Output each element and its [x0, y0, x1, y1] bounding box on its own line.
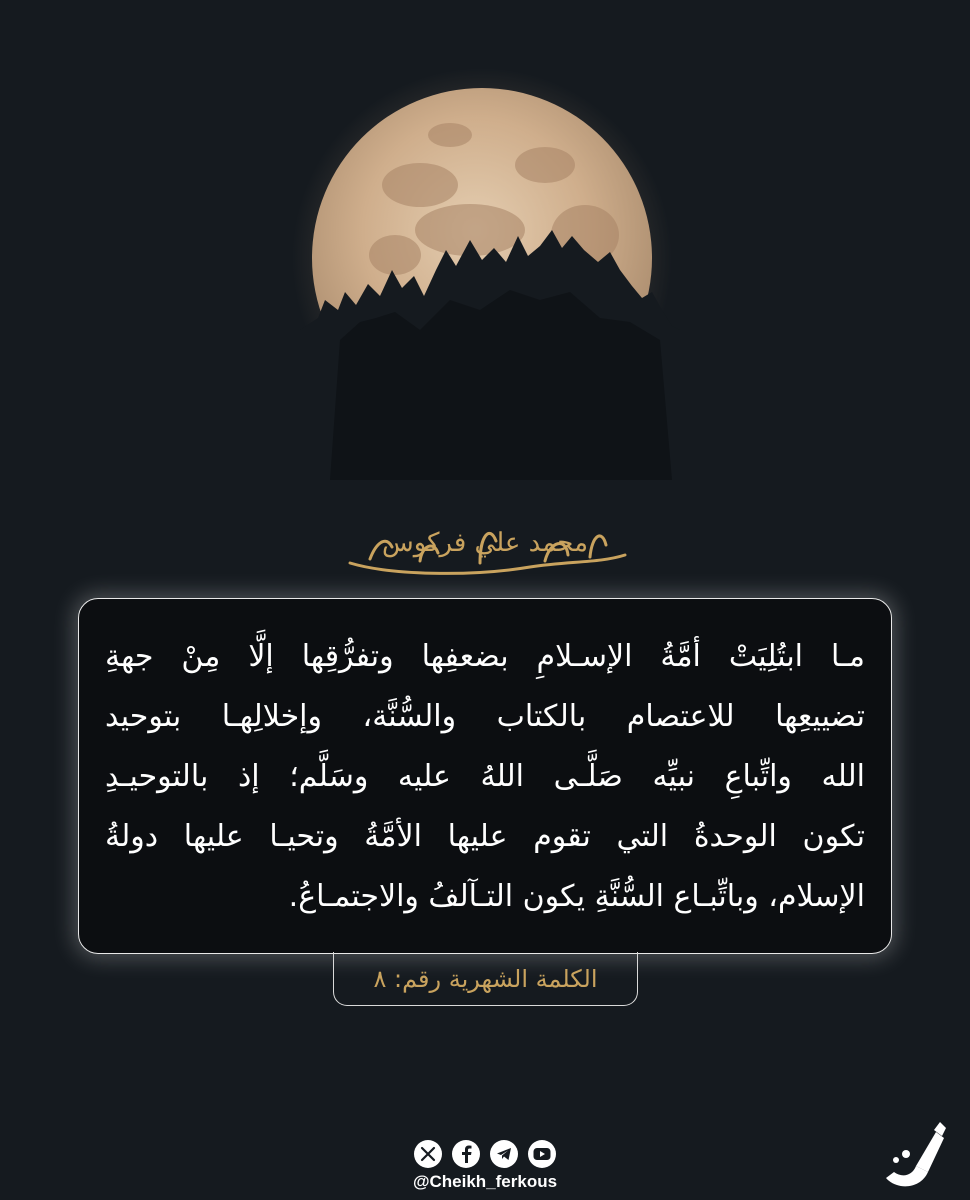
quote-text	[105, 627, 865, 927]
x-icon[interactable]	[414, 1140, 442, 1168]
quote-box	[78, 598, 892, 954]
quote-line: الإسلام، وباتِّبـاع السُّنَّةِ يكون التـآلفُ والاجتمـاعُ.	[288, 879, 865, 914]
social-handle[interactable]: @Cheikh_ferkous	[412, 1172, 558, 1191]
social-icons	[414, 1140, 556, 1168]
caption-text: الكلمة الشهرية رقم: ٨	[373, 964, 598, 993]
youtube-icon[interactable]	[528, 1140, 556, 1168]
quote-line: مـا ابتُلِيَتْ أمَّةُ الإسـلامِ بضعفِها وتفرُّقِها إلَّا مِنْ جهةِ	[105, 639, 865, 674]
facebook-icon[interactable]	[452, 1140, 480, 1168]
quote-line: تكون الوحدةُ التي تقوم عليها الأمَّةُ وتحيـا عليها دولةُ	[105, 819, 865, 854]
telegram-icon[interactable]	[490, 1140, 518, 1168]
quote-line: تضييعِها للاعتصام بالكتاب والسُّنَّة، وإخلالِهـا بتوحيد	[105, 699, 865, 734]
signature-text: محمد علي فركوس	[381, 528, 589, 558]
moon-photo	[0, 0, 970, 480]
brand-logo	[876, 1120, 946, 1192]
calligraphy-signature	[330, 505, 640, 585]
quote-line: الله واتِّباعِ نبيِّه صَلَّـى اللهُ عليه وسَلَّم؛ إذ بالتوحيـدِ	[105, 759, 865, 794]
caption-tab	[333, 952, 638, 1006]
